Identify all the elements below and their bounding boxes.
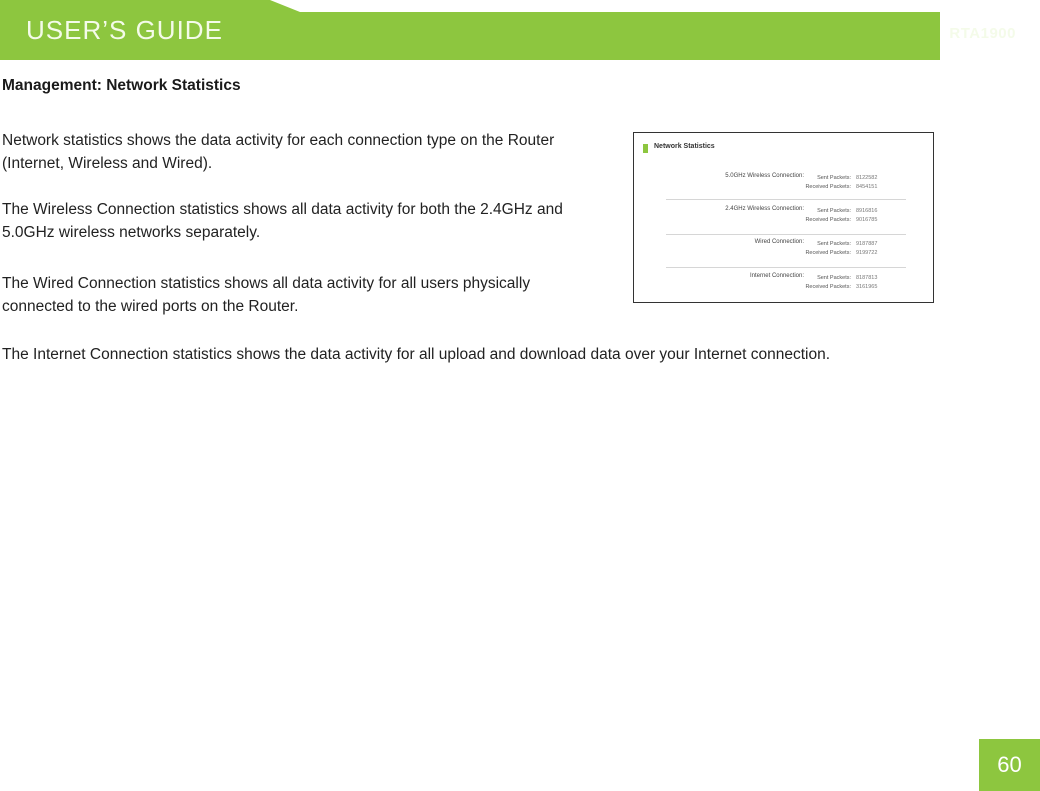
received-packets-value: 3161965	[856, 284, 878, 290]
sent-packets-value: 8187813	[856, 275, 878, 281]
sent-packets-value: 8916816	[856, 208, 878, 214]
screenshot-title: Network Statistics	[654, 143, 715, 150]
received-packets-label: Received Packets:	[805, 250, 851, 256]
group-divider	[666, 234, 906, 235]
model-name: RTA1900	[949, 25, 1016, 42]
connection-label: 5.0GHz Wireless Connection:	[725, 173, 804, 179]
paragraph-overview: Network statistics shows the data activity for each connection type on the Router (Internet, Wireless and Wired).	[2, 132, 555, 172]
received-packets-label: Received Packets:	[805, 217, 851, 223]
page-number: 60	[979, 739, 1040, 791]
sent-packets-label: Sent Packets:	[817, 208, 851, 214]
sent-packets-label: Sent Packets:	[817, 275, 851, 281]
received-packets-value: 8454151	[856, 184, 878, 190]
connection-label: Wired Connection:	[754, 239, 804, 245]
received-packets-label: Received Packets:	[805, 184, 851, 190]
received-packets-value: 9016785	[856, 217, 878, 223]
green-bullet-icon	[643, 144, 648, 153]
guide-title: USER’S GUIDE	[26, 15, 223, 45]
paragraph-wired: The Wired Connection statistics shows all data activity for all users physically connected to the wired ports on the Router.	[2, 275, 531, 315]
section-title: Management: Network Statistics	[2, 77, 241, 94]
group-divider	[666, 199, 906, 200]
connection-label: Internet Connection:	[749, 273, 804, 279]
sent-packets-label: Sent Packets:	[817, 241, 851, 247]
paragraph-wireless: The Wireless Connection statistics shows all data activity for both the 2.4GHz and 5.0GHz wireless networks separately.	[2, 201, 563, 241]
group-divider	[666, 267, 906, 268]
received-packets-label: Received Packets:	[805, 284, 851, 290]
connection-label: 2.4GHz Wireless Connection:	[725, 206, 804, 212]
network-statistics-screenshot	[633, 132, 934, 303]
paragraph-internet: The Internet Connection statistics shows the data activity for all upload and download data over your Internet connection.	[2, 346, 831, 363]
sent-packets-label: Sent Packets:	[817, 175, 851, 181]
received-packets-value: 9199722	[856, 250, 878, 256]
sent-packets-value: 9187887	[856, 241, 878, 247]
sent-packets-value: 8122582	[856, 175, 878, 181]
